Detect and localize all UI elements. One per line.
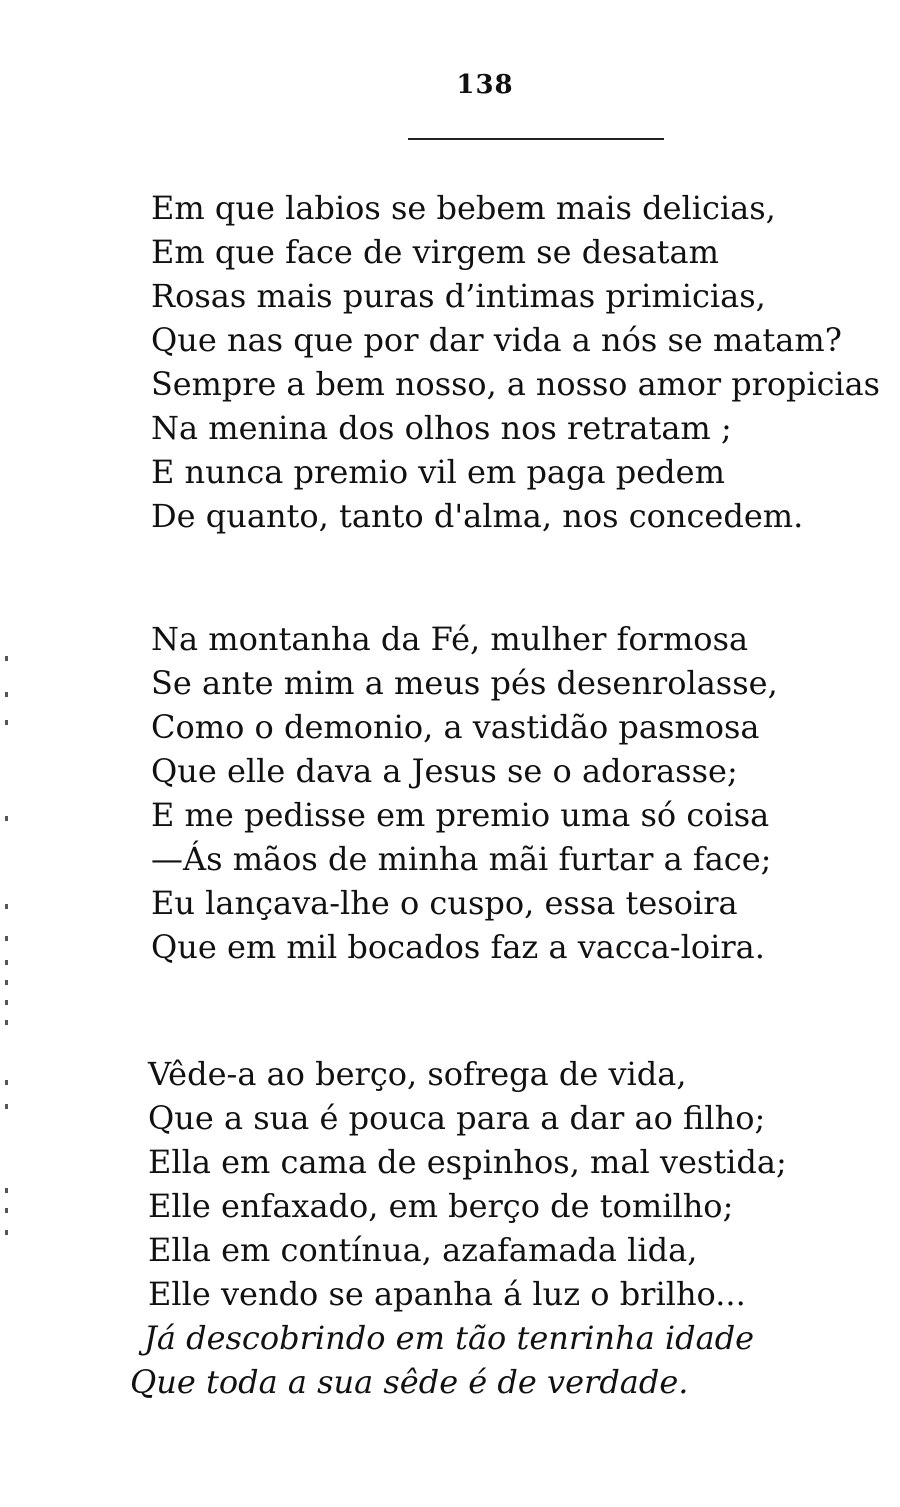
verse-line: Na montanha da Fé, mulher formosa	[151, 620, 749, 658]
margin-marks	[5, 640, 11, 1240]
verse-line: De quanto, tanto d'alma, nos concedem.	[151, 497, 804, 535]
verse-line: Sempre a bem nosso, a nosso amor propicias	[151, 365, 880, 403]
verse-line: Ella em cama de espinhos, mal vestida;	[148, 1143, 787, 1181]
verse-line: Que elle dava a Jesus se o adorasse;	[151, 752, 738, 790]
verse-line: Em que face de virgem se desatam	[151, 233, 719, 271]
verse-line: Vêde-a ao berço, sofrega de vida,	[148, 1055, 687, 1093]
verse-line: Eu lançava-lhe o cuspo, essa tesoira	[151, 884, 738, 922]
verse-line: Se ante mim a meus pés desenrolasse,	[151, 664, 778, 702]
verse-line: Que em mil bocados faz a vacca-loira.	[151, 928, 765, 966]
verse-line: E me pedisse em premio uma só coisa	[151, 796, 770, 834]
header-rule	[408, 138, 664, 140]
verse-line: Como o demonio, a vastidão pasmosa	[151, 708, 760, 746]
verse-line: Elle vendo se apanha á luz o brilho...	[148, 1275, 746, 1313]
verse-line: Na menina dos olhos nos retratam ;	[151, 409, 732, 447]
verse-line: Elle enfaxado, em berço de tomilho;	[148, 1187, 734, 1225]
verse-line: Em que labios se bebem mais delicias,	[151, 189, 776, 227]
verse-line: Rosas mais puras d’intimas primicias,	[151, 277, 766, 315]
verse-line: —Ás mãos de minha mãi furtar a face;	[151, 840, 772, 878]
verse-line: Que toda a sua sêde é de verdade.	[130, 1363, 689, 1401]
page-number: 138	[456, 70, 514, 100]
verse-line: Já descobrindo em tão tenrinha idade	[144, 1319, 755, 1357]
verse-line: Que a sua é pouca para a dar ao filho;	[148, 1099, 766, 1137]
verse-line: Que nas que por dar vida a nós se matam?	[151, 321, 842, 359]
verse-line: E nunca premio vil em paga pedem	[151, 453, 725, 491]
verse-line: Ella em contínua, azafamada lida,	[148, 1231, 698, 1269]
